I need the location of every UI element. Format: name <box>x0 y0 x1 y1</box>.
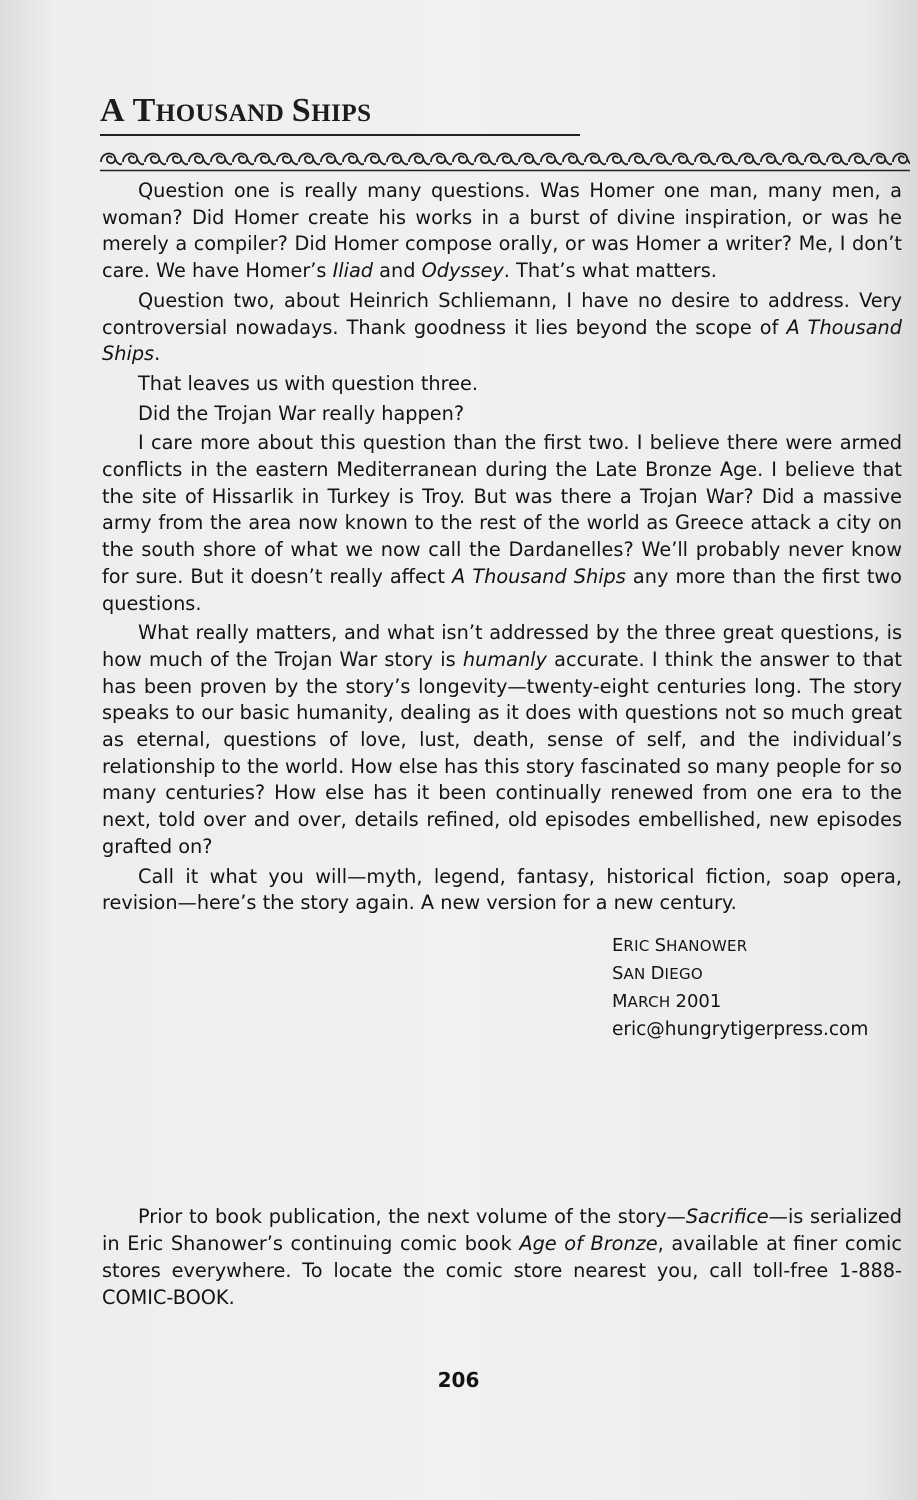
paragraph: I care more about this question than the first two. I believe there were armed conflicts in the eastern Mediterranean during the Late Bronze Age. I believe that the site of Hissarlik in Turkey is Troy. But was there a Trojan War? Did a massive army from the area now known to the rest of the world as Greece attack a city on the south shore of what we now call the Dardanelles? We’ll probably never know for sure. But it doesn’t really affect A Thousand Ships any more than the first two questions. <box>102 431 902 615</box>
paragraph: Question two, about Heinrich Schliemann, I have no desire to address. Very controversial nowadays. Thank goodness it lies beyond the scope of A Thousand Ships. <box>102 288 903 366</box>
chapter-header <box>100 92 912 172</box>
paragraph: Call it what you will—myth, legend, fantasy, historical fiction, soap opera, revision—here’s the story again. A new version for a new century. <box>102 864 902 915</box>
paragraph: Question one is really many questions. Was Homer one man, many men, a woman? Did Homer create his works in a burst of divine inspiration, or was he merely a compiler? Did Homer compose orally, or was Homer a writer? Me, I don’t care. We have Homer’s Iliad and Odyssey. That’s what matters. <box>102 179 902 283</box>
wave-scroll-border-icon <box>100 146 910 172</box>
page-number: 206 <box>437 1368 480 1392</box>
author-city: SAN DIEGO <box>612 963 704 984</box>
signature-date: MARCH 2001 <box>612 991 722 1012</box>
author-name: ERIC SHANOWER <box>612 935 748 956</box>
author-email: eric@hungrytigerpress.com <box>612 1019 869 1040</box>
page-title: A THOUSAND SHIPS <box>100 92 580 136</box>
paragraph: Prior to book publication, the next volume of the story—Sacrifice—is serialized in Eric Shanower’s continuing comic book Age of Bronze, available at finer comic stores everywhere. To locate the comic store nearest you, call toll-free 1-888-COMIC-BOOK. <box>102 1205 903 1309</box>
paragraph: What really matters, and what isn’t addressed by the three great questions, is how much of the Trojan War story is humanly accurate. I think the answer to that has been proven by the story’s longevity—twenty-eight centuries long. The story speaks to our basic humanity, dealing as it does with questions not so much great as eternal, questions of love, lust, death, sense of self, and the individual’s relationship to the world. How else has this story fascinated so many people for so many centuries? How else has it been continually renewed from one era to the next, told over and over, details refined, old episodes embellished, new episodes grafted on? <box>102 621 902 858</box>
main-text <box>102 178 902 917</box>
publication-note <box>102 1203 902 1311</box>
paragraph: That leaves us with question three. <box>138 371 478 395</box>
paragraph: Did the Trojan War really happen? <box>138 401 465 425</box>
author-signature <box>612 932 868 1044</box>
